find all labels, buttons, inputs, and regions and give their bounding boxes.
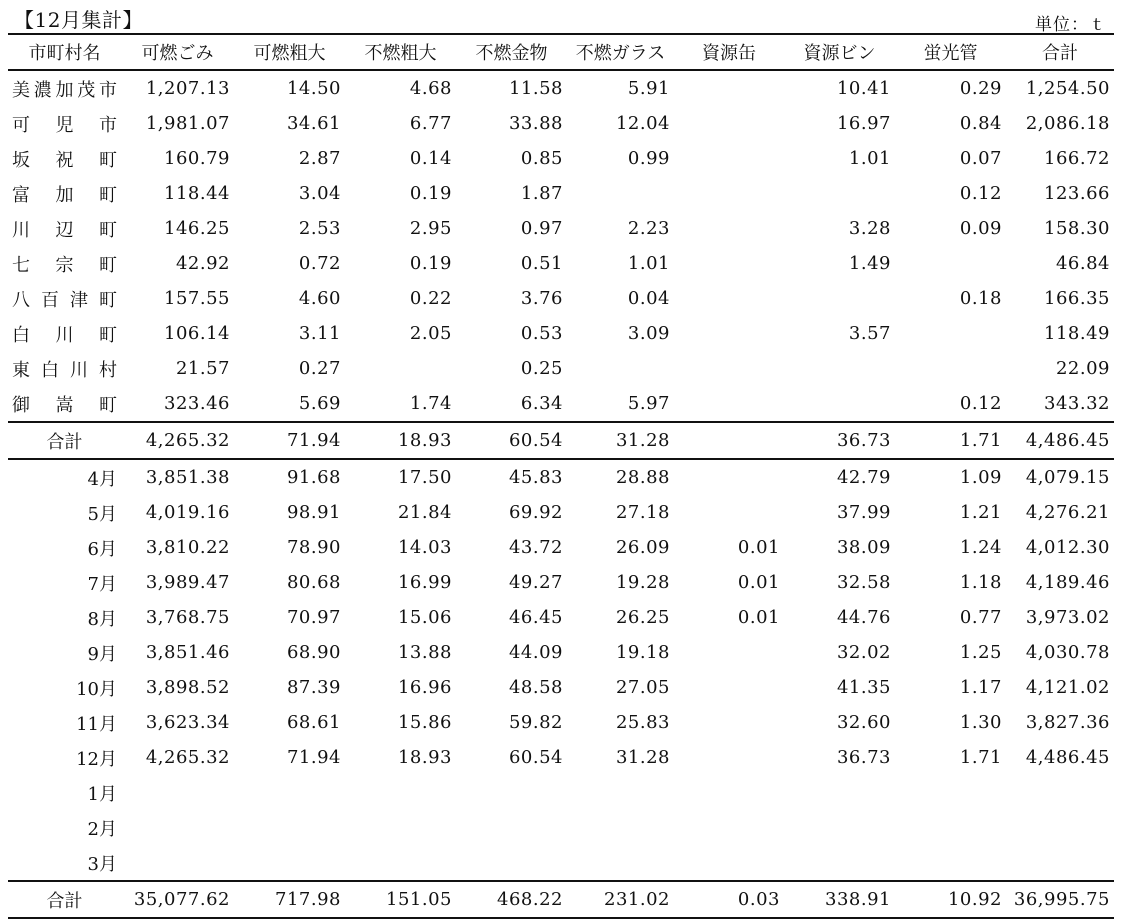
table-cell: 6.77	[409, 113, 452, 134]
table-cell	[121, 810, 234, 845]
table-cell: 25.83	[615, 712, 670, 733]
table-cell: 2.87	[298, 148, 341, 169]
table-cell: 28.88	[615, 467, 670, 488]
municipality-row	[8, 281, 1114, 316]
table-cell: 3.09	[627, 323, 670, 344]
table-cell: 19.18	[615, 642, 670, 663]
table-cell: 80.68	[286, 572, 341, 593]
table-cell	[674, 176, 784, 211]
table-cell: 18.93	[345, 422, 456, 459]
table-cell	[784, 810, 895, 845]
row-label: 6月	[87, 538, 117, 560]
table-cell: 166.72	[1044, 148, 1110, 169]
column-header: 可燃ごみ	[121, 34, 234, 70]
table-cell	[674, 211, 784, 246]
table-cell: 4,012.30	[1025, 537, 1110, 558]
table-cell: 49.27	[508, 572, 563, 593]
month-row	[8, 635, 1114, 670]
column-header: 蛍光管	[895, 34, 1006, 70]
table-cell: 1.30	[959, 712, 1002, 733]
table-cell: 0.22	[409, 288, 452, 309]
table-cell: 16.99	[397, 572, 452, 593]
table-cell: 1.18	[959, 572, 1002, 593]
table-cell: 0.29	[959, 78, 1002, 99]
column-header: 資源缶	[674, 34, 784, 70]
table-cell: 0.01	[737, 537, 780, 558]
table-cell: 16.97	[836, 113, 891, 134]
row-label: 八百津町	[12, 289, 117, 311]
table-cell: 2.05	[409, 323, 452, 344]
table-cell	[567, 176, 674, 211]
column-header: 可燃粗大	[234, 34, 345, 70]
table-cell: 3,827.36	[1025, 712, 1110, 733]
table-cell: 323.46	[164, 393, 230, 414]
table-cell: 0.01	[737, 607, 780, 628]
row-label: 美濃加茂市	[12, 79, 117, 101]
row-label: 5月	[87, 503, 117, 525]
table-cell: 43.72	[508, 537, 563, 558]
table-cell	[567, 845, 674, 881]
table-cell: 48.58	[508, 677, 563, 698]
table-cell: 6.34	[520, 393, 563, 414]
table-cell: 717.98	[234, 881, 345, 918]
table-cell	[784, 351, 895, 386]
table-cell: 3,623.34	[145, 712, 230, 733]
table-cell	[895, 316, 1006, 351]
table-cell: 0.27	[298, 358, 341, 379]
table-cell: 5.97	[627, 393, 670, 414]
municipality-row	[8, 246, 1114, 281]
table-cell: 31.28	[567, 422, 674, 459]
table-cell: 1.71	[959, 747, 1002, 768]
month-row	[8, 845, 1114, 881]
table-cell: 27.05	[615, 677, 670, 698]
table-cell: 15.86	[397, 712, 452, 733]
table-cell	[674, 775, 784, 810]
table-cell: 1.01	[848, 148, 891, 169]
table-cell	[345, 351, 456, 386]
row-label: 東白川村	[12, 359, 117, 381]
table-cell: 2,086.18	[1025, 113, 1110, 134]
table-cell: 1.01	[627, 253, 670, 274]
table-cell: 0.19	[409, 183, 452, 204]
table-cell: 34.61	[286, 113, 341, 134]
table-cell	[456, 810, 567, 845]
month-row	[8, 740, 1114, 775]
table-cell: 32.58	[836, 572, 891, 593]
table-cell: 338.91	[784, 881, 895, 918]
table-cell: 0.07	[959, 148, 1002, 169]
table-cell	[234, 775, 345, 810]
municipality-row	[8, 70, 1114, 106]
table-cell	[895, 351, 1006, 386]
row-label: 12月	[76, 748, 117, 770]
table-cell	[674, 141, 784, 176]
table-cell: 71.94	[234, 422, 345, 459]
table-cell: 231.02	[567, 881, 674, 918]
table-cell	[1006, 775, 1114, 810]
table-cell: 87.39	[286, 677, 341, 698]
table-cell: 3.28	[848, 218, 891, 239]
table-cell: 3.11	[298, 323, 341, 344]
table-cell	[784, 845, 895, 881]
table-cell: 17.50	[397, 467, 452, 488]
table-cell: 4.68	[409, 78, 452, 99]
table-cell: 4,030.78	[1025, 642, 1110, 663]
table-cell: 60.54	[456, 422, 567, 459]
table-cell	[674, 740, 784, 775]
row-label: 3月	[87, 853, 117, 875]
table-cell: 15.06	[397, 607, 452, 628]
column-header: 不燃金物	[456, 34, 567, 70]
table-cell	[456, 775, 567, 810]
table-cell: 160.79	[164, 148, 230, 169]
municipality-row	[8, 211, 1114, 246]
table-cell	[1006, 810, 1114, 845]
row-label: 10月	[76, 678, 117, 700]
month-row	[8, 565, 1114, 600]
table-cell: 1.17	[959, 677, 1002, 698]
table-cell	[234, 845, 345, 881]
table-cell: 0.19	[409, 253, 452, 274]
table-cell: 1.87	[520, 183, 563, 204]
table-header	[8, 34, 1114, 70]
table-cell: 0.25	[520, 358, 563, 379]
column-header: 不燃ガラス	[567, 34, 674, 70]
table-cell	[674, 70, 784, 106]
table-cell: 0.12	[959, 183, 1002, 204]
table-cell	[456, 845, 567, 881]
table-cell: 3,768.75	[145, 607, 230, 628]
table-cell: 91.68	[286, 467, 341, 488]
table-cell: 0.04	[627, 288, 670, 309]
row-label: 7月	[87, 573, 117, 595]
table-cell: 3,898.52	[145, 677, 230, 698]
table-cell: 68.61	[286, 712, 341, 733]
table-cell: 4,019.16	[145, 502, 230, 523]
table-cell: 3,851.38	[145, 467, 230, 488]
table-cell: 44.09	[508, 642, 563, 663]
table-cell: 10.41	[836, 78, 891, 99]
table-cell: 158.30	[1044, 218, 1110, 239]
table-cell: 3.76	[520, 288, 563, 309]
table-cell: 106.14	[164, 323, 230, 344]
table-cell: 2.53	[298, 218, 341, 239]
table-cell	[567, 351, 674, 386]
table-cell: 38.09	[836, 537, 891, 558]
table-cell: 157.55	[164, 288, 230, 309]
table-cell: 0.99	[627, 148, 670, 169]
table-cell: 14.50	[286, 78, 341, 99]
table-cell	[895, 775, 1006, 810]
table-cell: 3,851.46	[145, 642, 230, 663]
table-cell: 36.73	[836, 747, 891, 768]
table-cell: 42.79	[836, 467, 891, 488]
table-cell: 98.91	[286, 502, 341, 523]
table-cell	[121, 775, 234, 810]
table-cell: 4,265.32	[145, 747, 230, 768]
table-cell: 21.57	[175, 358, 230, 379]
table-cell	[674, 845, 784, 881]
table-cell: 3.57	[848, 323, 891, 344]
municipality-section	[8, 70, 1114, 459]
row-label: 可 児 市	[12, 114, 117, 136]
table-cell: 71.94	[286, 747, 341, 768]
waste-summary-table	[8, 33, 1114, 919]
row-label: 1月	[87, 783, 117, 805]
month-row	[8, 495, 1114, 530]
municipality-row	[8, 386, 1114, 422]
table-cell: 13.88	[397, 642, 452, 663]
table-cell: 21.84	[397, 502, 452, 523]
table-cell	[674, 386, 784, 422]
table-cell: 2.95	[409, 218, 452, 239]
table-cell: 1.24	[959, 537, 1002, 558]
table-cell: 59.82	[508, 712, 563, 733]
table-cell	[567, 775, 674, 810]
table-cell: 118.49	[1044, 323, 1110, 344]
table-cell: 46.84	[1055, 253, 1110, 274]
table-cell: 36.73	[784, 422, 895, 459]
table-cell	[784, 775, 895, 810]
table-cell: 1,207.13	[145, 78, 230, 99]
table-cell	[674, 810, 784, 845]
table-cell: 0.12	[959, 393, 1002, 414]
table-cell: 343.32	[1044, 393, 1110, 414]
table-cell	[1006, 845, 1114, 881]
table-cell: 0.85	[520, 148, 563, 169]
table-cell: 4,189.46	[1025, 572, 1110, 593]
row-label: 御 嵩 町	[12, 394, 117, 416]
table-cell: 60.54	[508, 747, 563, 768]
table-cell: 0.14	[409, 148, 452, 169]
table-cell: 42.92	[175, 253, 230, 274]
municipality-row	[8, 351, 1114, 386]
table-cell: 151.05	[345, 881, 456, 918]
table-cell: 3,810.22	[145, 537, 230, 558]
table-cell	[674, 670, 784, 705]
table-cell	[784, 386, 895, 422]
table-cell: 123.66	[1044, 183, 1110, 204]
table-cell: 3.04	[298, 183, 341, 204]
table-cell: 4,276.21	[1025, 502, 1110, 523]
table-cell: 4,486.45	[1025, 747, 1110, 768]
municipal-total-row	[8, 422, 1114, 459]
table-cell: 78.90	[286, 537, 341, 558]
table-cell: 0.77	[959, 607, 1002, 628]
table-cell: 0.18	[959, 288, 1002, 309]
row-label: 白 川 町	[12, 324, 117, 346]
table-cell: 37.99	[836, 502, 891, 523]
column-header: 合計	[1006, 34, 1114, 70]
page-title: 【12月集計】	[14, 8, 143, 32]
table-cell: 4,079.15	[1025, 467, 1110, 488]
unit-label: 単位：ｔ	[1035, 15, 1107, 35]
table-cell: 32.02	[836, 642, 891, 663]
monthly-section	[8, 459, 1114, 918]
municipality-row	[8, 316, 1114, 351]
table-cell: 41.35	[836, 677, 891, 698]
month-row	[8, 705, 1114, 740]
table-cell: 31.28	[615, 747, 670, 768]
table-cell: 3,989.47	[145, 572, 230, 593]
table-cell	[674, 495, 784, 530]
table-cell: 69.92	[508, 502, 563, 523]
table-cell: 68.90	[286, 642, 341, 663]
month-row	[8, 600, 1114, 635]
table-cell: 0.03	[674, 881, 784, 918]
municipality-row	[8, 141, 1114, 176]
table-cell: 0.97	[520, 218, 563, 239]
month-row	[8, 670, 1114, 705]
column-header: 市町村名	[8, 34, 121, 70]
table-cell: 5.91	[627, 78, 670, 99]
table-cell: 5.69	[298, 393, 341, 414]
table-cell: 0.01	[737, 572, 780, 593]
row-label: 坂 祝 町	[12, 149, 117, 171]
month-row	[8, 775, 1114, 810]
table-cell: 1,254.50	[1025, 78, 1110, 99]
table-cell: 1.09	[959, 467, 1002, 488]
table-cell: 14.03	[397, 537, 452, 558]
table-cell	[895, 246, 1006, 281]
table-cell: 46.45	[508, 607, 563, 628]
row-label: 合計	[8, 422, 121, 459]
row-label: 合計	[8, 881, 121, 918]
table-cell: 70.97	[286, 607, 341, 628]
row-label: 七 宗 町	[12, 254, 117, 276]
row-label: 11月	[76, 713, 117, 735]
table-cell	[674, 351, 784, 386]
month-row	[8, 810, 1114, 845]
table-cell: 2.23	[627, 218, 670, 239]
table-cell: 44.76	[836, 607, 891, 628]
table-cell: 4,486.45	[1006, 422, 1114, 459]
table-cell	[674, 316, 784, 351]
table-cell: 35,077.62	[121, 881, 234, 918]
table-cell	[121, 845, 234, 881]
table-cell: 1.71	[895, 422, 1006, 459]
table-cell: 0.09	[959, 218, 1002, 239]
table-cell: 1.21	[959, 502, 1002, 523]
table-cell: 166.35	[1044, 288, 1110, 309]
table-cell	[345, 775, 456, 810]
table-cell	[784, 176, 895, 211]
annual-total-row	[8, 881, 1114, 918]
table-cell	[674, 246, 784, 281]
table-cell	[674, 106, 784, 141]
table-cell	[345, 845, 456, 881]
table-cell: 4,121.02	[1025, 677, 1110, 698]
table-cell: 468.22	[456, 881, 567, 918]
table-cell: 10.92	[895, 881, 1006, 918]
table-cell	[567, 810, 674, 845]
table-cell: 12.04	[615, 113, 670, 134]
table-cell: 19.28	[615, 572, 670, 593]
table-cell	[895, 845, 1006, 881]
table-cell	[674, 281, 784, 316]
table-cell	[784, 281, 895, 316]
table-cell: 27.18	[615, 502, 670, 523]
row-label: 富 加 町	[12, 184, 117, 206]
table-cell: 4.60	[298, 288, 341, 309]
municipality-row	[8, 106, 1114, 141]
table-cell: 26.25	[615, 607, 670, 628]
row-label: 9月	[87, 643, 117, 665]
header-row	[8, 34, 1114, 70]
table-cell: 22.09	[1055, 358, 1110, 379]
table-cell: 1.49	[848, 253, 891, 274]
table-cell	[234, 810, 345, 845]
row-label: 2月	[87, 818, 117, 840]
table-cell: 0.84	[959, 113, 1002, 134]
table-cell: 118.44	[164, 183, 230, 204]
table-cell	[345, 810, 456, 845]
column-header: 不燃粗大	[345, 34, 456, 70]
table-cell: 18.93	[397, 747, 452, 768]
table-cell	[895, 810, 1006, 845]
table-cell	[674, 635, 784, 670]
table-cell: 26.09	[615, 537, 670, 558]
table-cell: 3,973.02	[1025, 607, 1110, 628]
table-cell	[674, 705, 784, 740]
table-cell: 146.25	[164, 218, 230, 239]
row-label: 川 辺 町	[12, 219, 117, 241]
table-cell: 0.51	[520, 253, 563, 274]
table-cell: 36,995.75	[1006, 881, 1114, 918]
municipality-row	[8, 176, 1114, 211]
month-row	[8, 530, 1114, 565]
table-cell: 0.72	[298, 253, 341, 274]
table-cell	[674, 422, 784, 459]
table-cell: 45.83	[508, 467, 563, 488]
row-label: 8月	[87, 608, 117, 630]
table-cell: 16.96	[397, 677, 452, 698]
table-cell: 0.53	[520, 323, 563, 344]
table-cell: 1,981.07	[145, 113, 230, 134]
table-cell: 4,265.32	[121, 422, 234, 459]
column-header: 資源ビン	[784, 34, 895, 70]
table-cell: 1.25	[959, 642, 1002, 663]
table-cell: 33.88	[508, 113, 563, 134]
table-cell: 11.58	[508, 78, 563, 99]
row-label: 4月	[87, 468, 117, 490]
month-row	[8, 459, 1114, 495]
table-cell	[674, 459, 784, 495]
table-cell: 1.74	[409, 393, 452, 414]
table-cell: 32.60	[836, 712, 891, 733]
